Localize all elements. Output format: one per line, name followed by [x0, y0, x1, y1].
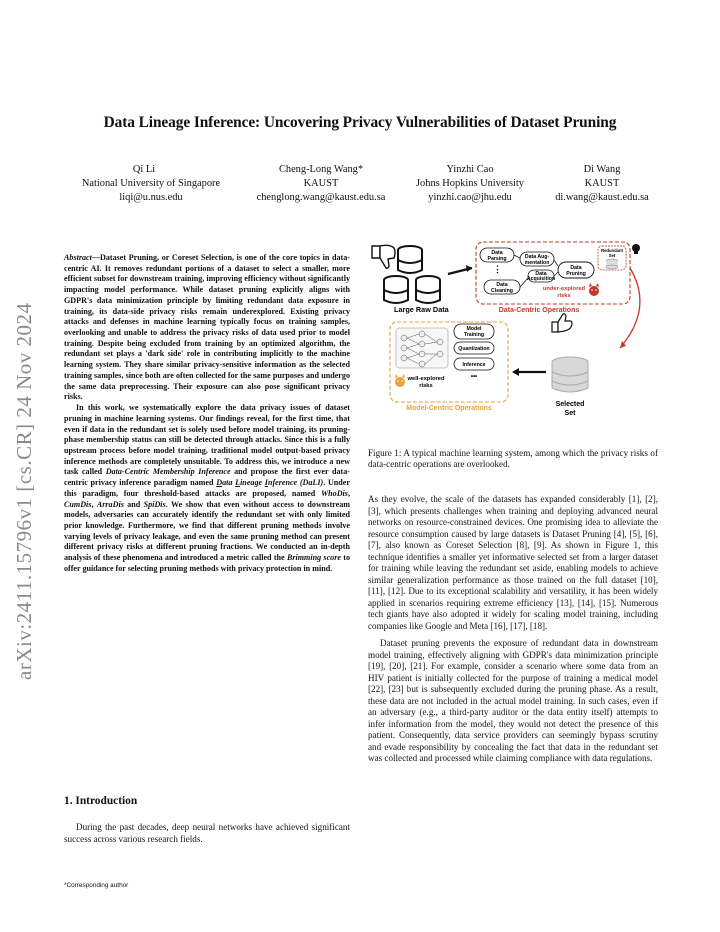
- model-centric-label: Model-Centric Operations: [406, 405, 492, 412]
- svg-text:Model: Model: [466, 326, 482, 332]
- well-explored-label-2: risks: [419, 383, 433, 389]
- author-affiliation: KAUST: [303, 178, 339, 189]
- abstract-paragraph-1: Abstract—Dataset Pruning, or Coreset Selection, is one of the core topics in data-centric AI. It removes redundant portions of a dataset to select a smaller, more efficient subset for downstream training, improving efficiency without significantly impacting model performance. While dataset pruning explicitly aligns with GDPR's data minimization principle by limiting redundant data exposure in training, its data-side privacy risks remain underexplored. Existing privacy attacks and defenses in machine learning typically focus on training samples, overlooking and unable to address the privacy risks of data used prior to model training. Despite being excluded from training by an optimized algorithm, the redundant set plays a 'dark side' role in contributing implicitly to the machine learning system. They share similar privacy-sensitive information as the selected training samples, since both are often collected for the same purposes and undergo the same data preprocessing. Their exposure can also pose significant privacy risks.: [64, 253, 350, 402]
- svg-text:Data: Data: [570, 265, 582, 271]
- data-centric-label: Data-Centric Operations: [498, 307, 580, 314]
- svg-text:Data: Data: [496, 282, 508, 288]
- author-2: [236, 163, 406, 205]
- author-email: di.wang@kaust.edu.sa: [555, 192, 649, 203]
- author-email: chenglong.wang@kaust.edu.sa: [256, 192, 386, 203]
- arxiv-identifier: arXiv:2411.15796v1 [cs.CR] 24 Nov 2024: [12, 302, 36, 680]
- devil-icon: [589, 283, 599, 296]
- ml-system-diagram: [368, 238, 658, 444]
- svg-text:Training: Training: [463, 332, 485, 338]
- svg-text:Data: Data: [535, 271, 547, 277]
- author-3: [398, 163, 542, 205]
- more-dots: •••: [470, 374, 478, 380]
- svg-text:mentation: mentation: [524, 260, 550, 266]
- svg-text:Acquisition: Acquisition: [526, 276, 556, 282]
- author-name: Yinzhi Cao: [446, 164, 494, 175]
- svg-text:Parsing: Parsing: [487, 256, 507, 262]
- under-explored-label: under-explored: [542, 286, 586, 292]
- selected-label-2: Set: [564, 410, 576, 417]
- author-affiliation: National University of Singapore: [81, 178, 221, 189]
- author-email: liqi@u.nus.edu: [119, 192, 183, 203]
- body-paragraph: Dataset pruning prevents the exposure of redundant data in downstream model training, effectively aligning with GDPR's data minimization principle [19], [20], [21]. For example, consider a scenario where some data from an HIV patient is initially collected for the purpose of training a medical model [22], [23] but is subsequently excluded during the pruning phase. As a result, these data are not included in the actual model training. In such cases, even if an adversary (e.g., a third-party auditor or the data entity itself) attempts to infer information from the model, they would not detect the presence of this patient. Consequently, data service providers can seemingly bypass scrutiny and evade responsibility by concealing the fact that data in the redundant set was collected and processed while claiming compliance with data regulations.: [368, 638, 658, 763]
- selected-set-icon: [552, 357, 588, 392]
- thumbs-down-icon: [372, 245, 395, 268]
- svg-text:Cleaning: Cleaning: [491, 288, 513, 294]
- author-1: [114, 163, 174, 177]
- abstract-label: Abstract: [64, 253, 92, 262]
- svg-text:Pruning: Pruning: [566, 271, 586, 277]
- well-explored-label: well-explored: [407, 376, 445, 382]
- vertical-ellipsis: ⋮: [493, 264, 502, 274]
- devil-icon: [395, 374, 405, 387]
- figure-1: [368, 238, 658, 444]
- author-4: [536, 163, 668, 205]
- author-1-affil: [60, 177, 242, 205]
- author-affiliation: Johns Hopkins University: [416, 178, 524, 189]
- right-column: [368, 494, 658, 765]
- intro-paragraph: During the past decades, deep neural networks have achieved significant success across various research fields.: [64, 822, 350, 844]
- svg-text:Data: Data: [491, 250, 503, 256]
- author-name: Di Wang: [583, 164, 621, 175]
- selected-label: Selected: [555, 401, 585, 408]
- abstract-paragraph-2: In this work, we systematically explore the data privacy issues of dataset pruning in machine learning systems. Our findings reveal, for the first time, that even if data in the redundant set is solely used before model training, its pruning-phase membership status can still be detected through attacks. Since this is a fully upstream process before model training, traditional model output-based privacy inference methods are completely unsuitable. To address this, we introduce a new task called Data-Centric Membership Inference and propose the first ever data-centric privacy inference paradigm named Data Lineage Inference (DaLI). Under this paradigm, four threshold-based attacks are proposed, named WhoDis, CumDis, ArraDis and SpiDis. We show that even without access to downstream models, adversaries can accurately identify the redundant set with only limited prior knowledge. Furthermore, we find that different pruning methods involve varying levels of privacy leakage, and even the same pruning method can present different privacy risks at different pruning fractions. We conducted an in-depth analysis of these phenomena and introduced a metric called the Brimming score to offer guidance for selecting pruning methods with privacy protection in mind.: [64, 403, 350, 573]
- svg-text:Data Aug-: Data Aug-: [524, 254, 550, 260]
- author-name: Cheng-Long Wang*: [278, 164, 364, 175]
- raw-data-label: Large Raw Data: [394, 305, 449, 314]
- footnote: *Corresponding author: [64, 882, 129, 889]
- lightbulb-icon: [632, 244, 640, 254]
- under-explored-label-2: risks: [557, 293, 571, 299]
- svg-text:Inference: Inference: [462, 362, 486, 368]
- author-name: Qi Li: [132, 164, 156, 175]
- abstract: [64, 253, 350, 575]
- arrow-head: [466, 265, 472, 272]
- figure-caption: Figure 1: A typical machine learning system, among which the privacy risks of data-centric operations are overlooked.: [368, 448, 658, 470]
- svg-text:Quantization: Quantization: [458, 346, 490, 352]
- author-affiliation: KAUST: [584, 178, 620, 189]
- redundant-set-icon: [598, 246, 626, 270]
- svg-text:Redundant: Redundant: [601, 248, 623, 253]
- thumbs-up-icon: [552, 314, 572, 332]
- paper-title: Data Lineage Inference: Uncovering Privacy Vulnerabilities of Dataset Pruning: [103, 114, 617, 131]
- neural-network-icon: [396, 328, 448, 368]
- author-email: yinzhi.cao@jhu.edu: [428, 192, 512, 203]
- body-paragraph: As they evolve, the scale of the datasets has expanded considerably [1], [2], [3], which presents challenges when training and deploying advanced neural networks on resource-constrained devices. One promising idea to alleviate the resource consumption caused by large datasets is Dataset Pruning [4], [5], [6], [7], also known as Coreset Selection [8], [9]. As shown in Figure 1, this technique identifies a smaller yet informative selected set from a larger dataset for training while leaving the redundant set aside, enabling models to achieve similar generalization performance as those trained on the full dataset [10], [11], [12]. Due to its exceptional scalability and versatility, it has been widely applied in scenarios requiring extreme efficiency [13], [14], [15]. Numerous tech giants have also adopted it widely for scaling model training, including companies like Google and Meta [16], [17], [18].: [368, 494, 658, 631]
- section-heading: 1. Introduction: [64, 795, 138, 807]
- svg-text:Set: Set: [608, 253, 616, 258]
